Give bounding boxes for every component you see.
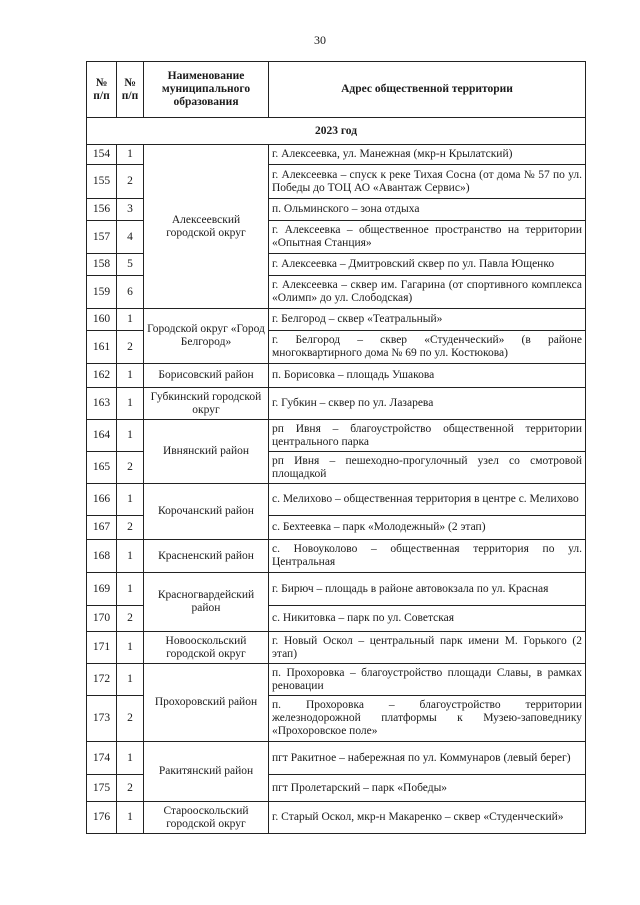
row-number: 164: [87, 420, 117, 452]
territory-address: п. Прохоровка – благоустройство территории железнодорожной платформы к Музею-заповеднику «Прохоровское поле»: [269, 696, 586, 742]
row-local-number: 1: [117, 309, 144, 331]
table-body: [87, 118, 586, 834]
territory-address: п. Ольминского – зона отдыха: [269, 199, 586, 221]
header-local-number-col: № п/п: [117, 62, 144, 118]
row-local-number: 1: [117, 632, 144, 664]
table-row: [87, 145, 586, 165]
territory-address: п. Прохоровка – благоустройство площади Славы, в рамках реновации: [269, 664, 586, 696]
municipality-name: Красненский район: [144, 540, 269, 573]
row-number: 156: [87, 199, 117, 221]
territory-address: г. Старый Оскол, мкр-н Макаренко – сквер «Студенческий»: [269, 802, 586, 834]
municipality-name: Ивнянский район: [144, 420, 269, 484]
row-number: 162: [87, 364, 117, 388]
municipality-name: Алексеевский городской округ: [144, 145, 269, 309]
table-row: [87, 484, 586, 516]
territory-address: г. Алексеевка – сквер им. Гагарина (от спортивного комплекса «Олимп» до ул. Слободская): [269, 276, 586, 309]
row-local-number: 1: [117, 742, 144, 775]
municipality-name: Старооскольский городской округ: [144, 802, 269, 834]
row-number: 169: [87, 573, 117, 606]
row-local-number: 4: [117, 221, 144, 254]
territories-table: [86, 61, 586, 834]
row-local-number: 2: [117, 516, 144, 540]
row-number: 157: [87, 221, 117, 254]
row-number: 173: [87, 696, 117, 742]
municipality-name: Красногвардейский район: [144, 573, 269, 632]
row-number: 168: [87, 540, 117, 573]
territory-address: г. Новый Оскол – центральный парк имени М. Горького (2 этап): [269, 632, 586, 664]
territory-address: с. Никитовка – парк по ул. Советская: [269, 606, 586, 632]
row-local-number: 1: [117, 145, 144, 165]
year-row: [87, 118, 586, 145]
municipality-name: Корочанский район: [144, 484, 269, 540]
territory-address: рп Ивня – благоустройство общественной территории центрального парка: [269, 420, 586, 452]
row-local-number: 1: [117, 573, 144, 606]
header-number-col: № п/п: [87, 62, 117, 118]
territory-address: г. Алексеевка – спуск к реке Тихая Сосна (от дома № 57 по ул. Победы до ТОЦ АО «Авантаж Сервис»): [269, 165, 586, 199]
territory-address: г. Бирюч – площадь в районе автовокзала по ул. Красная: [269, 573, 586, 606]
header-municipality-col: Наименование муниципального образования: [144, 62, 269, 118]
row-number: 167: [87, 516, 117, 540]
row-number: 163: [87, 388, 117, 420]
row-local-number: 5: [117, 254, 144, 276]
municipality-name: Губкинский городской округ: [144, 388, 269, 420]
row-local-number: 2: [117, 331, 144, 364]
row-local-number: 6: [117, 276, 144, 309]
row-number: 166: [87, 484, 117, 516]
territory-address: пгт Ракитное – набережная по ул. Коммунаров (левый берег): [269, 742, 586, 775]
row-local-number: 1: [117, 388, 144, 420]
row-local-number: 1: [117, 540, 144, 573]
territory-address: с. Бехтеевка – парк «Молодежный» (2 этап): [269, 516, 586, 540]
table-row: [87, 632, 586, 664]
row-number: 160: [87, 309, 117, 331]
page-number: 30: [314, 33, 326, 47]
territory-address: рп Ивня – пешеходно-прогулочный узел со смотровой площадкой: [269, 452, 586, 484]
territory-address: с. Мелихово – общественная территория в центре с. Мелихово: [269, 484, 586, 516]
row-number: 172: [87, 664, 117, 696]
table-row: [87, 664, 586, 696]
table-row: [87, 388, 586, 420]
year-label: 2023 год: [87, 118, 586, 145]
table-row: [87, 420, 586, 452]
table-row: [87, 802, 586, 834]
territory-address: пгт Пролетарский – парк «Победы»: [269, 775, 586, 802]
territory-address: г. Алексеевка, ул. Манежная (мкр-н Крылатский): [269, 145, 586, 165]
row-number: 176: [87, 802, 117, 834]
territory-address: с. Новоуколово – общественная территория по ул. Центральная: [269, 540, 586, 573]
table-header: [87, 62, 586, 118]
row-local-number: 1: [117, 364, 144, 388]
row-local-number: 1: [117, 664, 144, 696]
row-number: 159: [87, 276, 117, 309]
row-local-number: 1: [117, 802, 144, 834]
row-number: 161: [87, 331, 117, 364]
municipality-name: Прохоровский район: [144, 664, 269, 742]
row-number: 175: [87, 775, 117, 802]
table-row: [87, 573, 586, 606]
table-row: [87, 540, 586, 573]
territory-address: г. Алексеевка – общественное пространство на территории «Опытная Станция»: [269, 221, 586, 254]
row-number: 170: [87, 606, 117, 632]
municipality-name: Новооскольский городской округ: [144, 632, 269, 664]
table-row: [87, 742, 586, 775]
municipality-name: Ракитянский район: [144, 742, 269, 802]
row-number: 158: [87, 254, 117, 276]
territory-address: г. Губкин – сквер по ул. Лазарева: [269, 388, 586, 420]
territory-address: п. Борисовка – площадь Ушакова: [269, 364, 586, 388]
row-number: 165: [87, 452, 117, 484]
row-local-number: 2: [117, 696, 144, 742]
row-number: 154: [87, 145, 117, 165]
territory-address: г. Белгород – сквер «Театральный»: [269, 309, 586, 331]
municipality-name: Городской округ «Город Белгород»: [144, 309, 269, 364]
row-local-number: 1: [117, 484, 144, 516]
row-local-number: 2: [117, 452, 144, 484]
territory-address: г. Белгород – сквер «Студенческий» (в районе многоквартирного дома № 69 по ул. Костюкова): [269, 331, 586, 364]
table-row: [87, 364, 586, 388]
row-local-number: 2: [117, 606, 144, 632]
row-local-number: 3: [117, 199, 144, 221]
row-number: 171: [87, 632, 117, 664]
territory-address: г. Алексеевка – Дмитровский сквер по ул. Павла Ющенко: [269, 254, 586, 276]
table-row: [87, 309, 586, 331]
header-address-col: Адрес общественной территории: [269, 62, 586, 118]
row-local-number: 2: [117, 165, 144, 199]
row-local-number: 2: [117, 775, 144, 802]
row-number: 174: [87, 742, 117, 775]
row-number: 155: [87, 165, 117, 199]
municipality-name: Борисовский район: [144, 364, 269, 388]
row-local-number: 1: [117, 420, 144, 452]
